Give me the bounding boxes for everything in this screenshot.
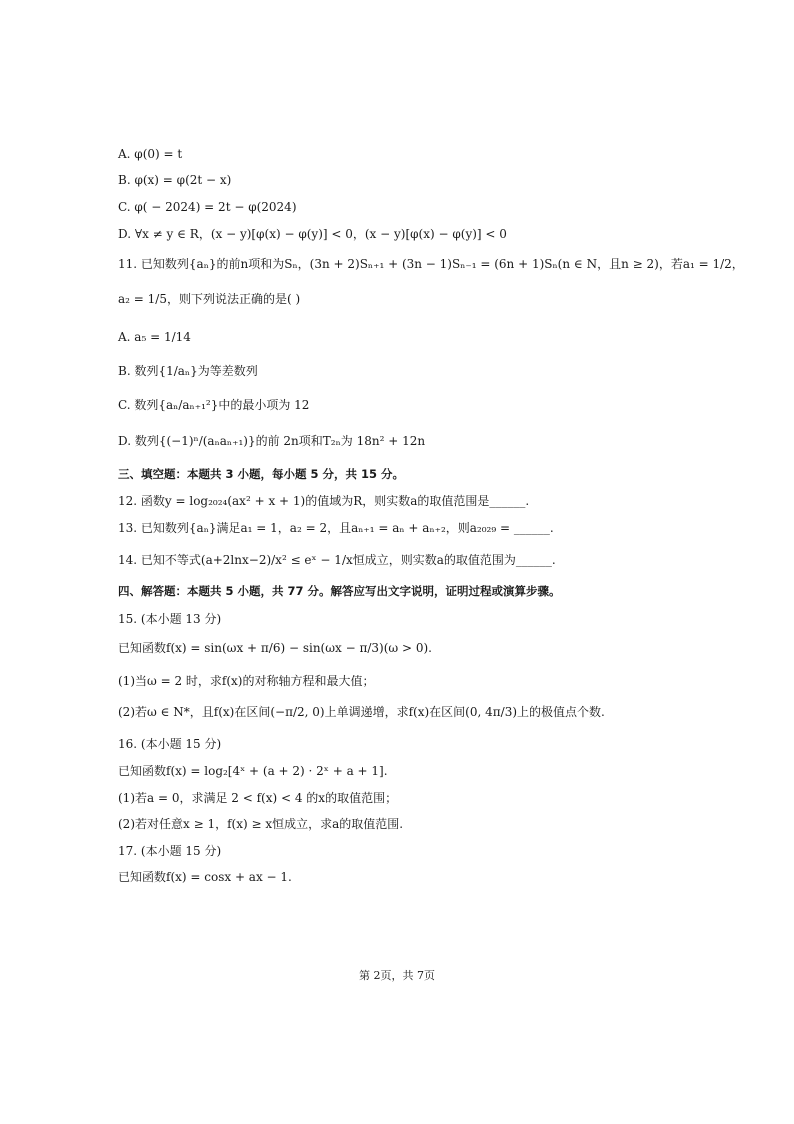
section-4-heading: 四、解答题：本题共 5 小题，共 77 分。解答应写出文字说明，证明过程或演算步骤。	[118, 584, 561, 598]
q11-option-b: B. 数列{1/aₙ}为等差数列	[118, 364, 258, 378]
question-17-header: 17. (本小题 15 分)	[118, 844, 222, 858]
question-15-part-2: (2)若ω ∈ N*，且f(x)在区间(−π/2, 0)上单调递增，求f(x)在区间(0, 4π/3)上的极值点个数.	[118, 705, 605, 719]
option-a-phi: A. φ(0) = t	[118, 147, 183, 161]
option-c-phi: C. φ( − 2024) = 2t − φ(2024)	[118, 200, 297, 214]
page-footer: 第 2页，共 7页	[359, 969, 435, 982]
option-d-phi: D. ∀x ≠ y ∈ R，(x − y)[φ(x) − φ(y)] < 0，(x − y)[φ(x) − φ(y)] < 0	[118, 227, 507, 241]
question-16-part-2: (2)若对任意x ≥ 1，f(x) ≥ x恒成立，求a的取值范围.	[118, 817, 404, 831]
q11-option-d: D. 数列{(−1)ⁿ/(aₙaₙ₊₁)}的前 2n项和T₂ₙ为 18n² + 12n	[118, 434, 426, 448]
q11-option-c: C. 数列{aₙ/aₙ₊₁²}中的最小项为 12	[118, 398, 310, 412]
question-11-stem: 11. 已知数列{aₙ}的前n项和为Sₙ，(3n + 2)Sₙ₊₁ + (3n − 1)Sₙ₋₁ = (6n + 1)Sₙ(n ∈ N，且n ≥ 2)，若a₁ = 1/2，	[118, 257, 744, 271]
question-15-header: 15. (本小题 13 分)	[118, 612, 222, 626]
q11-option-a: A. a₅ = 1/14	[118, 330, 191, 344]
question-16-function: 已知函数f(x) = log₂[4ˣ + (a + 2) · 2ˣ + a + 1].	[118, 764, 388, 778]
question-15-function: 已知函数f(x) = sin(ωx + π/6) − sin(ωx − π/3)(ω > 0).	[118, 641, 432, 655]
question-13: 13. 已知数列{aₙ}满足a₁ = 1，a₂ = 2，且aₙ₊₁ = aₙ + aₙ₊₂，则a₂₀₂₉ = ______.	[118, 521, 554, 535]
section-3-heading: 三、填空题：本题共 3 小题，每小题 5 分，共 15 分。	[118, 467, 405, 481]
question-15-part-1: (1)当ω = 2 时，求f(x)的对称轴方程和最大值；	[118, 674, 375, 688]
question-12: 12. 函数y = log₂₀₂₄(ax² + x + 1)的值域为R，则实数a的取值范围是______.	[118, 494, 530, 508]
option-b-phi: B. φ(x) = φ(2t − x)	[118, 173, 232, 187]
question-16-part-1: (1)若a = 0，求满足 2 < f(x) < 4 的x的取值范围；	[118, 791, 398, 805]
question-11-stem-cont: a₂ = 1/5，则下列说法正确的是( )	[118, 292, 301, 306]
question-14: 14. 已知不等式(a+2lnx−2)/x² ≤ eˣ − 1/x恒成立，则实数a的取值范围为______.	[118, 553, 556, 567]
question-16-header: 16. (本小题 15 分)	[118, 737, 222, 751]
question-17-function: 已知函数f(x) = cosx + ax − 1.	[118, 870, 292, 884]
